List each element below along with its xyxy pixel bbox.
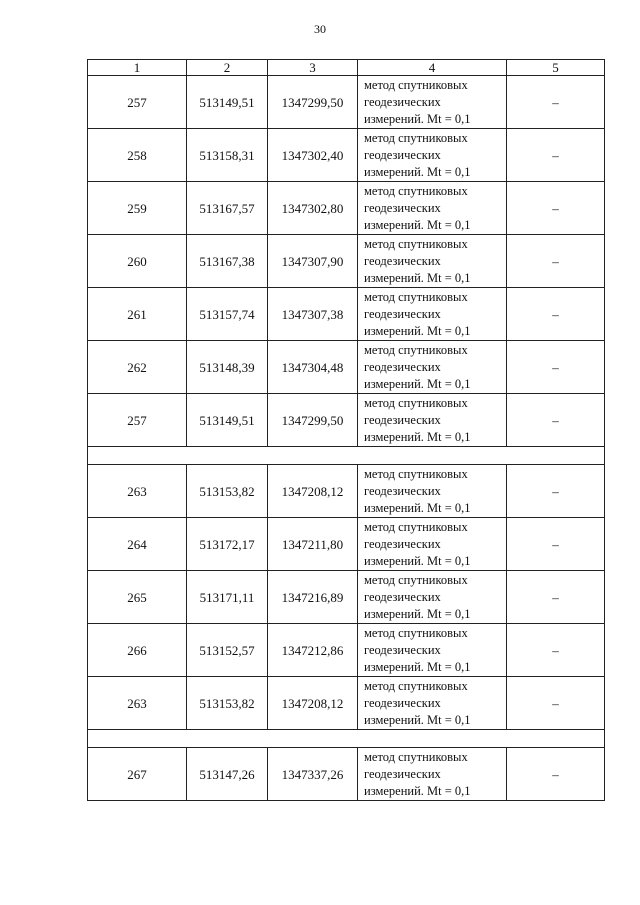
method-line: измерений. Mt = 0,1 [364, 376, 471, 391]
method-line: геодезических [364, 306, 441, 321]
point-number-cell: 264 [88, 518, 187, 571]
y-coordinate-cell: 1347208,12 [268, 677, 358, 730]
table-row [88, 235, 605, 288]
note-cell: – [507, 288, 605, 341]
x-coordinate-cell: 513153,82 [187, 465, 268, 518]
method-line: геодезических [364, 412, 441, 427]
method-line: метод спутниковых [364, 749, 468, 764]
method-line: метод спутниковых [364, 519, 468, 534]
y-coordinate-cell: 1347211,80 [268, 518, 358, 571]
column-header: 4 [358, 60, 507, 76]
method-line: геодезических [364, 483, 441, 498]
point-number-cell: 267 [88, 748, 187, 801]
y-coordinate-cell: 1347216,89 [268, 571, 358, 624]
note-cell: – [507, 465, 605, 518]
note-cell: – [507, 677, 605, 730]
method-line: геодезических [364, 589, 441, 604]
x-coordinate-cell: 513157,74 [187, 288, 268, 341]
method-line: метод спутниковых [364, 625, 468, 640]
table-row [88, 465, 605, 518]
group-separator-row [88, 730, 605, 748]
method-line: геодезических [364, 147, 441, 162]
method-cell [358, 341, 507, 394]
method-line: геодезических [364, 695, 441, 710]
point-number-cell: 266 [88, 624, 187, 677]
point-number-cell: 262 [88, 341, 187, 394]
method-line: геодезических [364, 200, 441, 215]
method-line: измерений. Mt = 0,1 [364, 606, 471, 621]
method-line: геодезических [364, 253, 441, 268]
y-coordinate-cell: 1347337,26 [268, 748, 358, 801]
method-line: метод спутниковых [364, 289, 468, 304]
x-coordinate-cell: 513152,57 [187, 624, 268, 677]
method-cell [358, 677, 507, 730]
column-header: 3 [268, 60, 358, 76]
point-number-cell: 260 [88, 235, 187, 288]
x-coordinate-cell: 513153,82 [187, 677, 268, 730]
method-cell [358, 571, 507, 624]
x-coordinate-cell: 513167,57 [187, 182, 268, 235]
table-row [88, 182, 605, 235]
method-line: измерений. Mt = 0,1 [364, 659, 471, 674]
column-header: 5 [507, 60, 605, 76]
note-cell: – [507, 518, 605, 571]
table-row [88, 624, 605, 677]
method-line: измерений. Mt = 0,1 [364, 111, 471, 126]
x-coordinate-cell: 513147,26 [187, 748, 268, 801]
table-row [88, 748, 605, 801]
y-coordinate-cell: 1347304,48 [268, 341, 358, 394]
table-row [88, 76, 605, 129]
method-cell [358, 465, 507, 518]
x-coordinate-cell: 513149,51 [187, 76, 268, 129]
method-line: метод спутниковых [364, 678, 468, 693]
y-coordinate-cell: 1347302,80 [268, 182, 358, 235]
method-line: метод спутниковых [364, 395, 468, 410]
table-row [88, 129, 605, 182]
method-cell [358, 129, 507, 182]
method-line: геодезических [364, 766, 441, 781]
y-coordinate-cell: 1347307,90 [268, 235, 358, 288]
method-line: измерений. Mt = 0,1 [364, 712, 471, 727]
method-line: метод спутниковых [364, 77, 468, 92]
table-row [88, 288, 605, 341]
note-cell: – [507, 624, 605, 677]
note-cell: – [507, 341, 605, 394]
method-cell [358, 394, 507, 447]
point-number-cell: 257 [88, 76, 187, 129]
y-coordinate-cell: 1347307,38 [268, 288, 358, 341]
page-number: 30 [314, 22, 326, 36]
method-line: геодезических [364, 536, 441, 551]
method-line: метод спутниковых [364, 130, 468, 145]
point-number-cell: 257 [88, 394, 187, 447]
group-separator-cell [88, 730, 605, 748]
x-coordinate-cell: 513158,31 [187, 129, 268, 182]
note-cell: – [507, 235, 605, 288]
group-separator-row [88, 447, 605, 465]
method-line: геодезических [364, 359, 441, 374]
method-line: метод спутниковых [364, 342, 468, 357]
y-coordinate-cell: 1347299,50 [268, 394, 358, 447]
method-line: измерений. Mt = 0,1 [364, 164, 471, 179]
point-number-cell: 261 [88, 288, 187, 341]
table-row [88, 571, 605, 624]
note-cell: – [507, 748, 605, 801]
point-number-cell: 263 [88, 465, 187, 518]
point-number-cell: 265 [88, 571, 187, 624]
note-cell: – [507, 129, 605, 182]
x-coordinate-cell: 513172,17 [187, 518, 268, 571]
method-cell [358, 518, 507, 571]
x-coordinate-cell: 513167,38 [187, 235, 268, 288]
table-row [88, 341, 605, 394]
x-coordinate-cell: 513149,51 [187, 394, 268, 447]
method-line: измерений. Mt = 0,1 [364, 217, 471, 232]
note-cell: – [507, 76, 605, 129]
method-line: измерений. Mt = 0,1 [364, 270, 471, 285]
column-header: 2 [187, 60, 268, 76]
note-cell: – [507, 571, 605, 624]
method-line: измерений. Mt = 0,1 [364, 553, 471, 568]
table-row [88, 677, 605, 730]
method-line: измерений. Mt = 0,1 [364, 500, 471, 515]
method-line: измерений. Mt = 0,1 [364, 429, 471, 444]
y-coordinate-cell: 1347208,12 [268, 465, 358, 518]
method-cell [358, 748, 507, 801]
method-line: метод спутниковых [364, 466, 468, 481]
table-header-row [88, 60, 605, 76]
x-coordinate-cell: 513171,11 [187, 571, 268, 624]
table-row [88, 394, 605, 447]
x-coordinate-cell: 513148,39 [187, 341, 268, 394]
point-number-cell: 259 [88, 182, 187, 235]
method-line: измерений. Mt = 0,1 [364, 783, 471, 798]
y-coordinate-cell: 1347302,40 [268, 129, 358, 182]
method-cell [358, 624, 507, 677]
point-number-cell: 258 [88, 129, 187, 182]
group-separator-cell [88, 447, 605, 465]
point-number-cell: 263 [88, 677, 187, 730]
coordinates-table [87, 59, 605, 801]
note-cell: – [507, 182, 605, 235]
method-cell [358, 76, 507, 129]
method-line: метод спутниковых [364, 572, 468, 587]
y-coordinate-cell: 1347212,86 [268, 624, 358, 677]
method-line: метод спутниковых [364, 236, 468, 251]
method-line: метод спутниковых [364, 183, 468, 198]
method-line: геодезических [364, 642, 441, 657]
method-line: геодезических [364, 94, 441, 109]
note-cell: – [507, 394, 605, 447]
method-cell [358, 288, 507, 341]
column-header: 1 [88, 60, 187, 76]
method-line: измерений. Mt = 0,1 [364, 323, 471, 338]
method-cell [358, 235, 507, 288]
method-cell [358, 182, 507, 235]
table-row [88, 518, 605, 571]
y-coordinate-cell: 1347299,50 [268, 76, 358, 129]
